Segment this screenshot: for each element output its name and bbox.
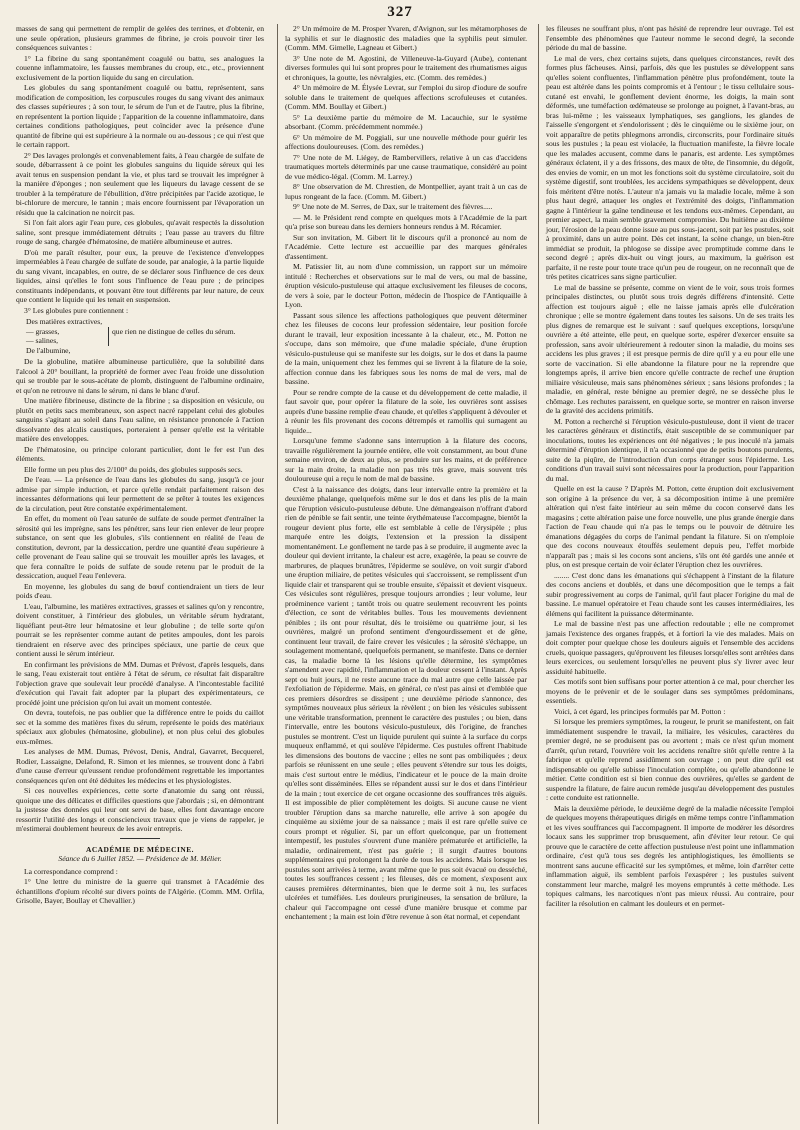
paragraph: masses de sang qui permettent de remplir de gelées des terrines, et d'obtenir, en une seule opération, plusieurs grammes de fibrine, je crois pouvoir tirer les conséquences suivantes : [16, 24, 264, 52]
paragraph: D'où me paraît résulter, pour eux, la preuve de l'existence d'enveloppes imperméables à l'eau chargée de sulfate de soude, par analogie, à la partie liquide du sang vivant, incapables, en outre, de se déclarer sous l'influence de ces deux liquides, ainsi qu'elles le font sous l'influence de l'eau pure ; de principes constituants indépendants, et pouvant être tout différents par leur nature, de ceux que contient le liquide qui les tenait en suspension. [16, 247, 264, 304]
list-item [26, 327, 264, 346]
session-line: Séance du 6 Juillet 1852. — Présidence de M. Mélier. [58, 854, 222, 863]
paragraph: Passant sous silence les affections pathologiques que peuvent déterminer chez les fileuses de cocons leur profession sédentaire, leur position forcée durant le travail, leur exposition incessante à la chaleur, etc., M. Potton ne s'occupe, dans son mémoire, que d'une maladie spéciale, d'une éruption vésiculo-pustuleuse qui se manifeste sur les doigts, sur le dos et dans la paume de la main, uniquement chez les femmes qui se livrent à la filature de la soie, affection connue dans les fabriques sous les noms de mal de vers, mal de bassine. [285, 310, 527, 386]
paragraph: 8° Une observation de M. Chrestien, de Montpellier, ayant trait à un cas de lupus rongeant de la face. (Comm. M. Gibert.) [285, 182, 527, 201]
paragraph: L'eau, l'albumine, les matières extractives, grasses et salines qu'on y rencontre, doivent constituer, à l'intérieur des globules, un véritable sérum hydratant, liquéfiant peut-être leur hématosine et leur globuline ; de telle sorte qu'on pourrait se les représenter comme autant de petites ampoules, dont les parois tiendraient en réserve avec des principes spéciaux, une partie de ceux que contient aussi le sérum intérieur. [16, 601, 264, 658]
paragraph: les fileuses ne souffrant plus, n'ont pas hésité de reprendre leur ouvrage. Tel est l'ensemble des phénomènes que l'auteur nomme le second degré, la seconde période du mal de bassine. [546, 24, 794, 52]
paragraph: 1° La fibrine du sang spontanément coagulé ou battu, ses analogues la couenne inflammatoire, les fausses membranes du croup, etc., etc., proviennent exclusivement de la portion liquide du sang en circulation. [16, 53, 264, 82]
list-item [26, 317, 264, 327]
paragraph: 2° Un mémoire de M. Prosper Yvaren, d'Avignon, sur les métamorphoses de la syphilis et sur le diagnostic des maladies que la syphilis peut simuler. (Comm. MM. Gimelle, Lagneau et Gibert.) [285, 24, 527, 52]
paragraph: ........ C'est donc dans les émanations qui s'échappent à l'instant de la filature des cocons anciens et doublés, et dans une décomposition que le temps a fait subir progressivement au corps de l'animal, qu'il faut placer l'origine du mal de bassine. Le manuel opératoire et l'eau chaude sont les causes intermédiaires, les élémens qui facilitent la puissance déterminante. [546, 570, 794, 618]
paragraph: Une matière fibrineuse, distincte de la fibrine ; sa disposition en vésicule, ou plutôt en petits sacs membraneux, son aspect nacré rappelant celui des globules sanguins s'agitant au soleil dans l'eau saline, en résistance prononcée à l'action dissolvante des alcalis caustiques, porteraient à penser qu'elle est la véritable matière des enveloppes. [16, 396, 264, 443]
paragraph: 2° Des lavages prolongés et convenablement faits, à l'eau chargée de sulfate de soude, débarrassent à ce point les globules sanguins du liquide séreux qui les avait tenus en suspension pendant la vie, et plus tard se trouvait les imprégner à la manière d'éponges ; non seulement que les liqueurs du lavage cessent de se troubler à la température de l'ébullition, d'être précipitées par l'acide azotique, le bi-chlorure de mercure, le tannin ; mais encore fournissent par l'évaporation un résidu que la calcination ne noircit pas. [16, 150, 264, 217]
list-last: De l'albumine, [26, 345, 71, 355]
list-brace-note: que rien ne distingue de celles du sérum. [108, 327, 236, 346]
paragraph: 3° Les globules pure contiennent : [24, 305, 129, 315]
paragraph: En confirmant les prévisions de MM. Dumas et Prévost, d'après lesquels, dans le sang, l'eau existerait tout entière à l'état de sérum, ce résultat fait disparaître l'objection grave que soulevait leur procédé d'analyse. A l'incontestable facilité d'exécution qui l'avait fait adopter par la plupart des expérimentateurs, ce procédé joint une précision qu'on lui avait un moment contestée. [16, 659, 264, 707]
paragraph: Pour se rendre compte de la cause et du développement de cette maladie, il faut savoir que, pour opérer la filature de la soie, les ouvrières sont assises auprès d'une bassine remplie d'eau chaude, et qu'elles s'appliquent à dévouler et à réunir les fils provenant des cocons détrempés et ramollis qui surnagent au liquide... [285, 387, 527, 435]
paragraph: C'est à la naissance des doigts, dans leur intervalle entre la première et la deuxième phalange, quelquefois même sur le dos et dans les plis de la main que l'éruption vésiculo-pustuleuse débute. Une démangeaison n'offrant d'abord rien de pénible se fait sentir, une teinte érythémateuse l'accompagne, bientôt la rougeur devient plus forte, elle est semblable à celle de l'érysipèle ; plus marquée entre les doigts, l'extension et la pression la dissipent momentanément. Le gonflement ne tarde pas à se produire, il augmente avec la douleur qui devient irritante, la chaleur est acre, exagérée, la peau se couvre de marbrures, de plaques brunâtres, l'épiderme se soulève, on voit surgir d'abord une éruption miliaire, de petites vésicules qui s'accroissent, se remplissent d'un liquide clair et transparent qui se trouble ensuite, s'épaissit et devient visqueux. Ces vésicules sont régulières, presque toujours arrondies ; leur volume, leur proéminence varient ; tantôt trois ou quatre seulement recouvrent les points d'élection, ce sont de véritables bulles. Tous les mouvements deviennent pénibles ; ils ont pour résultat, dès le troisième ou quatrième jour, si les ouvrières, malgré un profond sentiment d'engourdissement et de gêne, continuent leur travail, de faire crever les vésicules ; la sérosité s'échappe, un soulagement momentané, quelquefois permanent, se manifeste. Dans ce dernier cas, la maladie borne là les lésions qu'elle détermine, les symptômes s'amendent avec rapidité, l'inflammation et la douleur cessent à l'instant. Après sept ou huit jours, il ne reste aucune trace du mal autre que celle laissée par l'exfoliation de l'épiderme. Mais, en général, ce n'est pas ainsi et d'emblée que ces premiers désordres se dissipent ; une deuxième période s'annonce, des symptômes nouveaux plus sérieux la révèlent ; on bien les vésicules subissent une véritable transformation, prennent le caractère des pustules ; ou bien, dans l'intervalle, entre les boutons vésiculo-pustuleux, dès l'origine, de franches pustules se montrent. C'est un liquide purulent qui suinte à la surface du corps muqueux enflammé, et qui soulève l'épiderme. Ces pustules offrent l'habitude les dimensions des boutons de vaccine ; elles ne sont pas ombiliquées ; deux parfois se réunissent en une seule ; elles peuvent s'étendre sur tous les doigts, mais c'est surtout entre le médius, l'indicateur et le pouce de la main droite qu'elles sont disséminées. Elles se répandent aussi sur le dos et dans l'intérieur de la main ; tout exercice de cet organe occasionne des souffrances très aiguës. Il est impossible de plier complètement les doigts. Si aucune cause ne vient troubler l'éruption dans sa marche naturelle, elle arrive à son apogée du cinquième au sixième jour de sa naissance ; mais il est rare qu'elle suive ce cours prompt et régulier. Si, par un effort quelconque, par un frottement intempestif, les pustules s'ouvrent d'une manière prématurée et artificielle, la maladie, ordinairement, n'est pas guérie ; il surgit d'autres boutons supplémentaires qui prolongent la durée de tous les accidens. Mais lorsque les pustules sont arrivées à terme, avant même que le pus soit évacué ou desséché, toutes les souffrances cessent ; les fileuses, dès ce moment, s'exposent aux causes premières déterminantes, bien que le derme soit à nu, les surfaces ulcérées et tuméfiées. Les douleurs prurigineuses, la sensation de brûlure, la chaleur qui l'accompagne ont cessé d'une manière brusque et comme par enchantement ; la main est loin d'être revenue à son état normal, et cependant [285, 484, 527, 921]
paragraph: Quelle en est la cause ? D'après M. Potton, cette éruption doit exclusivement son origine à la présence du ver, à sa décomposition intime à une première altération qui n'est faite intérieur au sein même du cocon conservé dans les magasins ; cette altération paise une force nouvelle, une plus grande énergie dans l'action de l'eau chaude qui n'a pas le temps ou le pouvoir de détruire les émanations dégagées du corps de l'animal pendant la filature. Si on n'emploie que des cocons nouveaux étouffés seulement depuis peu, l'effet morbide n'apparaît pas ; mais si les cocons sont anciens, s'ils ont été gardés une année et plus, on est presque certain de voir éclater l'éruption chez les ouvrières. [546, 484, 794, 569]
list-item [26, 346, 264, 356]
list-item-grasses: — grasses, [26, 326, 60, 336]
column-right [538, 24, 794, 1124]
paragraph: Le mal de bassine se présente, comme on vient de le voir, sous trois formes principales distinctes, ou plutôt sous trois degrés différens d'intensité. Cette affection est toujours aiguë ; elle ne laisse jamais après elle d'ulcération chronique ; elle se montre également dans toutes les saisons. Un de ses traits les plus dignes de remarque est le suivant : sauf quelques exceptions, lorsqu'une ouvrière a été atteinte, elle peut, en quelque sorte, espérer d'exercer ensuite sa profession, sans avoir ultérieurement à redouter sinon la maladie, du moins ses accidens les plus graves ; il est presque permis de dire qu'il y a eu pour elle une sorte de vaccination. Si elle abandonne la filature pour ne la reprendre que longtemps après, il arrive bien encore qu'elle contracte de rechef une éruption miliaire vésiculeuse, mais sans phénomènes sérieux ; sans lésions profondes ; la maladie, en général, reste bénigne au premier degré, ne se dessèche plus le chômage. Les rechutes paraissent, en quelque sorte, se montrer en raison inverse de la gravité des accidens primitifs. [546, 282, 794, 415]
paragraph: 5° La deuxième partie du mémoire de M. Lacauchie, sur le système absorbant. (Comm. précédemment nommée.) [285, 112, 527, 131]
column-left [16, 24, 264, 1124]
paragraph: La correspondance comprend : [24, 866, 118, 876]
page-number: 327 [387, 4, 413, 20]
paragraph: En moyenne, les globules du sang de bœuf contiendraient un tiers de leur poids d'eau. [16, 581, 264, 600]
paragraph: — M. le Président rend compte en quelques mots à l'Académie de la part qu'a prise son bureau dans les derniers honneurs rendus à M. Récamier. [285, 212, 527, 231]
paragraph: Le mal de vers, chez certains sujets, dans quelques circonstances, revêt des formes plus fâcheuses. Ainsi, parfois, dès que les pustules se développent sans qu'elles soient confluentes, l'inflammation pénètre plus profondément, toute la peau est altérée dans les points compromis et à l'entour ; le tissu cellulaire sous-cutané est envahi, le gonflement devient énorme, les doigts, la main sont déformés, une tuméfaction œdémateuse se prolonge au poignet, à l'avant-bras, au bras lui-même ; les vaisseaux lymphatiques, ses ganglions, les glandes de l'aisselle s'engorgent et s'endolorissent ; dès le cinquième ou le sixième jour, on voit apparaître de petits phlegmons arrondis, circonscrits, pour l'ordinaire situés sous les pustules ; la peau est violacée, la fluctuation manifeste, la fièvre locale que les malades accusent, comme dans le panaris, est ardente. Les symptômes généraux éclatent, il y a des frissons, des maux de tête, de l'insomnie, du dégoût, des envies de vomir, en un mot les fonctions soit du système circulatoire, soit du système digestif, sont troublées, les accidens sympathiques se développent, deux fois méritent d'être notés. L'auteur n'a jamais vu la maladie locale, même à son plus haut degré, attaquer les ongles et l'extrémité des doigts, l'inflammation gagne à l'intérieur la gaîne tendineuse et les tendons eux-mêmes. Cependant, au premier aspect, la main semble gravement compromise. Du huitième au dixième jour, l'érosion de la peau donne issue au pus sous-jacent, soit par les pustules, soit à proximité, dans un autre point. Dès cet instant, la scène change, un bien-être immédiat se produit, la phlogose se dissipe avec promptitude comme dans le second degré ; après dix-huit ou vingt jours, au maximum, la guérison est parfaite, il ne reste pour toute trace qu'un peu de rougeur, on ne reconnaît que de très petites cicatrices sans signe particulier. [546, 53, 794, 281]
paragraph: 9° Une note de M. Serres, de Dax, sur le traitement des fièvres..... [293, 202, 493, 211]
section-title: ACADÉMIE DE MÉDECINE. [85, 844, 195, 854]
paragraph: 4° Un mémoire de M. Élysée Levrat, sur l'emploi du sirop d'iodure de soufre soluble dans le traitement de quelques affections scrofuleuses et cutanées. (Comm. MM. Boullay et Gibert.) [285, 83, 527, 111]
paragraph: Les globules du sang spontanément coagulé ou battu, représentent, sans modification de composition, les corpuscules rouges du sang vivant des animaux des classes supérieures ; à son tour, le sérum de l'un et de l'autre, plus la fibrine, en représentent la portion liquide ; l'apparition de la couenne inflammatoire, dans certaines conditions pathologiques, peut coïncider avec la présence d'une quantité de fibrine qui est supérieure à la normale ou au-dessous ; ce qui n'est que le certain rapport. [16, 83, 264, 149]
paragraph: On devra, toutefois, ne pas oublier que la différence entre le poids du caillot sec et la somme des matières fixes du sérum, représente le poids des matériaux spéciaux aux globules (hématosine, globuline), et non plus celui des globules eux-mêmes. [16, 708, 264, 746]
paragraph: Lorsqu'une femme s'adonne sans interruption à la filature des cocons, travaille régulièrement la journée entière, elle voit constamment, au bout d'une semaine environ, de deux au plus, se produire sur les mains, et de préférence sur la main droite, la maladie non pas très très grave, mais souvent très douloureuse qui a reçu le nom de mal de bassine. [285, 436, 527, 483]
paragraph: Les analyses de MM. Dumas, Prévost, Denis, Andral, Gavarret, Becquerel, Rodier, Lassaigne, Delafond, R. Simon et les miennes, se trouvent donc à l'abri d'une cause d'erreur qu'eussent rendue profondément regrettable les importantes conséquences qu'en ont été déduites les médecins et les physiologistes. [16, 747, 264, 785]
paragraph: M. Patissier lit, au nom d'une commission, un rapport sur un mémoire intitulé : Recherches et observations sur le mal de vers, ou mal de bassine, éruption vésiculo-pustuleuse qui attaque exclusivement les fileuses de cocons, de vers à soie, par le docteur Potton, médecin de l'hospice de l'Antiquaille à Lyon. [285, 262, 527, 309]
paragraph: Le mal de bassine n'est pas une affection redoutable ; elle ne compromet jamais l'existence des organes frappés, et à fortiori la vie des malades. Mais on doit compter pour quelque chose les douleurs aiguës et l'ensemble des accidens cruels, quoique passagers, qu'éprouvent les fileuses lorsqu'elles sont arrêtées dans leurs exercices, ou seulement lorsqu'elles ne peuvent plus s'y livrer avec leur assiduité habituelle. [546, 619, 794, 676]
paragraph: Ces motifs sont bien suffisans pour porter attention à ce mal, pour chercher les moyens de le prévenir et de le soulager dans ses symptômes prédominans, essentiels. [546, 677, 794, 705]
constituents-list [26, 317, 264, 355]
paragraph: Si l'on fait alors agir l'eau pure, ces globules, qu'avait respectés la dissolution saline, sont presque immédiatement détruits ; l'eau passe au travers du filtre rouge de sang, chargée d'hématosine, de matière albumineuse et autres. [16, 218, 264, 246]
paragraph: 7° Une note de M. Liégey, de Rambervillers, relative à un cas d'accidens traumatiques mortels déterminés par une cause traumatique, considéré au point de vue médico-légal. (Comm. M. Larrey.) [285, 152, 527, 181]
list-label [26, 327, 106, 346]
section-divider [120, 838, 160, 839]
paragraph: De la globuline, matière albumineuse particulière, que la solubilité dans l'alcool à 20° bouillant, la propriété de former avec l'eau froide une dissolution qui se trouble par le sous-acétate de plomb, distinguent de l'albumine ordinaire, et qu'on ne retrouve ni dans le sérum, ni dans le blanc d'œuf. [16, 357, 264, 395]
paragraph: Elle forme un peu plus des 2/100° du poids, des globules supposés secs. [24, 464, 243, 474]
paragraph: 3° Une note de M. Agostini, de Villeneuve-la-Guyard (Aube), contenant diverses formules qui lui sont propres pour le traitement des rhumatismes aigus et chroniques, la goutte, les névralgies, etc. (Comm. des remèdes.) [285, 53, 527, 82]
paragraph: En effet, du moment où l'eau saturée de sulfate de soude permet d'entraîner la sérosité qui les imprègne, sans les pénétrer, sans leur rien enlever de leur propre substance, on sent que les globules, s'ils contiennent en réalité de l'eau de constitution, devront, par la dessiccation, perdre une quantité d'eau supérieure à celle provenant de l'eau saline qui se trouvait les mouiller après les lavages, et que fera connaître le poids de sulfate de soude retenu par le produit de la dessiccation, auquel l'eau l'enlevera. [16, 514, 264, 580]
list-item-salines: — salines, [26, 336, 59, 345]
paragraph: De l'hématosine, ou principe colorant particulier, dont le fer est l'un des éléments. [16, 444, 264, 463]
paragraph: Mais la deuxième période, le deuxième degré de la maladie nécessite l'emploi de quelques moyens thérapeutiques dirigés en même temps contre l'inflammation et les vives souffrances qui l'accompagnent. Il importe de modérer les désordres locaux sans les supprimer trop brusquement, afin d'éviter leur retour. Ce qui prouve que le caractère de cette affection pustuleuse n'est point une inflammation ordinaire, c'est qu'à tous ses degrés les antiphlogistiques, les émollients se montrent sans aucune efficacité sur les symptômes, et même, loin d'arrêter cette inflammation aiguë, ils semblent parfois l'exaspérer ; les pustules suivent constamment leur marche, malgré les moyens empruntés à cette méthode. Les topiques calmans, les narcotiques n'ont pas mieux réussi. Au contraire, pour faciliter la résolution en calmant les douleurs et en permet- [546, 803, 794, 908]
list-intro: Des matières extractives, [26, 317, 103, 326]
paragraph: Sur son invitation, M. Gibert lit le discours qu'il a prononcé au nom de l'Académie. Cette lecture est accueillie par des marques générales d'assentiment. [285, 232, 527, 261]
column-middle [277, 24, 527, 1124]
paragraph: De l'eau. — La présence de l'eau dans les globules du sang, jusqu'à ce jour admise par simple induction, et parce qu'elle rendait parfaitement raison des incessantes déformations qui leur permettent de se prêter à toutes les exigences de la circulation, peut être constatée expérimentalement. [16, 475, 264, 513]
paragraph: Si lorsque les premiers symptômes, la rougeur, le prurit se manifestent, on fait immédiatement suspendre le travail, la miliaire, les vésicules, caractères du premier degré, ne se produisent pas ou avortent ; mais ce n'est qu'un moment d'arrêt, qu'un retard, l'ouvrière voit les accidens renaître sitôt qu'elle rentre à la fabrique et qu'elle reprend assidûment son ouvrage ; on peut dire qu'il est indispensable ou qu'elle subisse l'inoculation complète, ou qu'elle abandonne le métier. Cette condition est si bien connue des ouvrières, qu'elles se gardent de suspendre la filature, de faire aucun remède jusqu'au développement des pustules : cette conduite est rationnelle. [546, 717, 794, 802]
paragraph: 6° Un mémoire de M. Poggiali, sur une nouvelle méthode pour guérir les affections douloureuses. (Com. des remèdes.) [285, 132, 527, 151]
paragraph: M. Potton a recherché si l'éruption vésiculo-pustuleuse, dont il vient de tracer les caractères généraux et distinctifs, était susceptible de se communiquer par inoculations, toutes les expériences ont été négatives ; le pus inoculé n'a jamais déterminé d'éruption identique, il n'a occasionné que de petits boutons purulents, suite de la piqûre, de l'introduction d'un corps étranger sous l'épiderme. Les conditions d'un travail suivi sont nécessaires pour la production, pour l'apparition du mal. [546, 416, 794, 483]
paragraph: Si ces nouvelles expériences, cette sorte d'anatomie du sang ont réussi, quoique une des délicates et difficiles questions que j'abordais ; si, en démontrant la justesse des données qui leur ont servi de base, elles font davantage encore ressortir l'utilité des longs et consciencieux travaux que je viens de rappeler, je m'estimerai doublement heureux de les avoir entrepris. [16, 786, 264, 833]
paragraph: Voici, à cet égard, les principes formulés par M. Potton : [554, 706, 726, 716]
paragraph: 1° Une lettre du ministre de la guerre qui transmet à l'Académie des échantillons d'opium récolté sur divers points de l'Algérie. (Comm. MM. Orfila, Grisolle, Bayer, Boullay et Chevallier.) [16, 877, 264, 905]
